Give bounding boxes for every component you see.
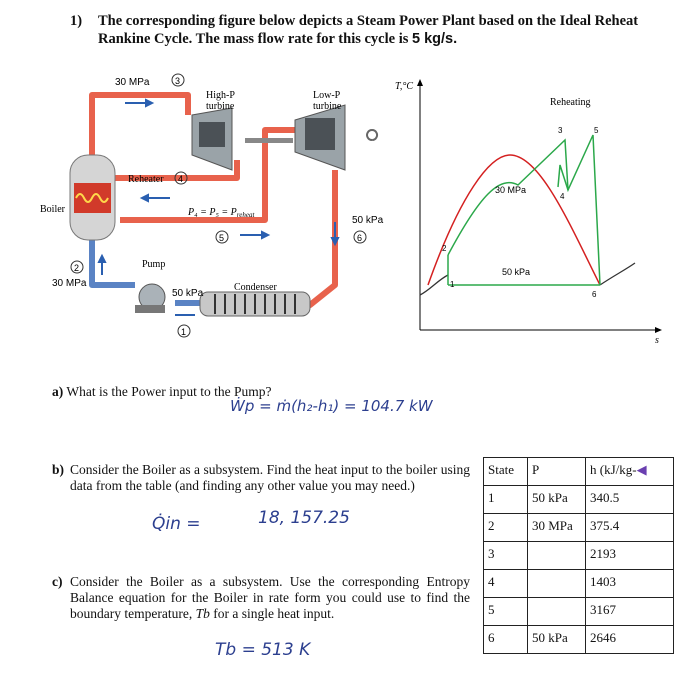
table-row: 4 1403 — [484, 570, 674, 598]
pump-base — [135, 305, 165, 313]
cycle-path — [448, 135, 600, 285]
saturation-dome — [428, 155, 600, 285]
line-lp-to-condenser — [295, 170, 335, 308]
lp-turbine-label-1: Low-P — [313, 90, 341, 101]
part-c-answer: Tb = 513 K — [215, 640, 311, 660]
state-3-label: 3 — [175, 76, 181, 86]
hp-turbine-label-1: High-P — [206, 90, 235, 101]
generator-icon — [367, 130, 377, 140]
plant-schematic — [0, 60, 395, 350]
part-b-text: Consider the Boiler as a subsystem. Find the heat input to the boiler using data from the table (and finding any other value you may need.) — [70, 462, 470, 493]
label-50kpa-pump: 50 kPa — [172, 288, 204, 299]
shaft — [245, 138, 293, 143]
p-high-label: 30 MPa — [495, 185, 527, 195]
table-row: 6 50 kPa 2646 — [484, 626, 674, 654]
part-a-label: a) — [52, 384, 64, 399]
table-row: 5 3167 — [484, 598, 674, 626]
table-row: 3 2193 — [484, 542, 674, 570]
state-5-label: 5 — [219, 233, 225, 243]
header-h: h (kJ/kg-◀ — [586, 458, 674, 486]
part-b — [52, 462, 470, 494]
part-c-text-2: for a single heat input. — [209, 606, 335, 621]
part-b-label: b) — [52, 462, 65, 477]
ts-pt-6: 6 — [592, 290, 597, 299]
reheating-label: Reheating — [550, 97, 591, 108]
header-state: State — [484, 458, 528, 486]
p-low-label: 50 kPa — [502, 267, 531, 277]
label-50kpa-right: 50 kPa — [352, 215, 384, 226]
part-a-text: What is the Power input to the Pump? — [66, 384, 272, 399]
mass-flow: 5 kg/s. — [412, 31, 458, 47]
x-axis-label: s — [655, 335, 659, 346]
boiler-label: Boiler — [40, 204, 65, 215]
hp-turbine-label-2: turbine — [206, 101, 235, 112]
question-number: 1) — [70, 13, 83, 29]
ts-pt-1: 1 — [450, 280, 455, 289]
lp-turbine-label-2: turbine — [313, 101, 342, 112]
reheater-label: Reheater — [128, 174, 164, 185]
y-axis-label: T,°C — [395, 81, 413, 92]
part-c-label: c) — [52, 574, 63, 589]
condenser-label: Condenser — [234, 282, 277, 293]
part-c-text-1: Consider the Boiler as a subsystem. Use the corresponding Entropy Balance equation for the Boiler in rate form you could use to find the boundary temperature, — [70, 574, 470, 621]
ts-diagram — [395, 75, 665, 355]
ts-pt-3: 3 — [558, 126, 563, 135]
lp-turbine-blades — [305, 118, 335, 150]
table-row: 2 30 MPa 375.4 — [484, 514, 674, 542]
state-6-label: 6 — [357, 233, 363, 243]
ts-pt-4: 4 — [560, 192, 565, 201]
pump-label: Pump — [142, 259, 166, 270]
table-row: 1 50 kPa 340.5 — [484, 486, 674, 514]
table-header-row — [484, 458, 674, 486]
part-c — [52, 574, 470, 622]
part-a-answer: Ẇp = ṁ(h₂-h₁) = 104.7 kW — [230, 397, 433, 415]
question-text: The corresponding figure below depicts a Steam Power Plant based on the Ideal Reheat Rankine Cycle. The mass flow rate for this cycle is — [98, 13, 639, 47]
ts-pt-5: 5 — [594, 126, 599, 135]
part-b-answer-value: 18, 157.25 — [258, 508, 350, 528]
state-4-label: 4 — [178, 174, 184, 184]
label-30mpa-top: 30 MPa — [115, 77, 150, 88]
state-table — [483, 457, 674, 654]
header-p: P — [528, 458, 586, 486]
ts-pt-2: 2 — [442, 244, 447, 253]
label-30mpa-left: 30 MPa — [52, 278, 87, 289]
speaker-icon: ◀ — [636, 462, 647, 477]
part-c-tb: Tb — [195, 606, 210, 621]
part-b-answer-symbol: Q̇in = — [152, 514, 201, 534]
hp-turbine-blades — [199, 122, 225, 147]
state-2-label: 2 — [74, 263, 80, 273]
state-1-label: 1 — [181, 327, 187, 337]
pressure-relation: $P_4 = P_5 = P_{reheat}$ — [188, 207, 255, 219]
